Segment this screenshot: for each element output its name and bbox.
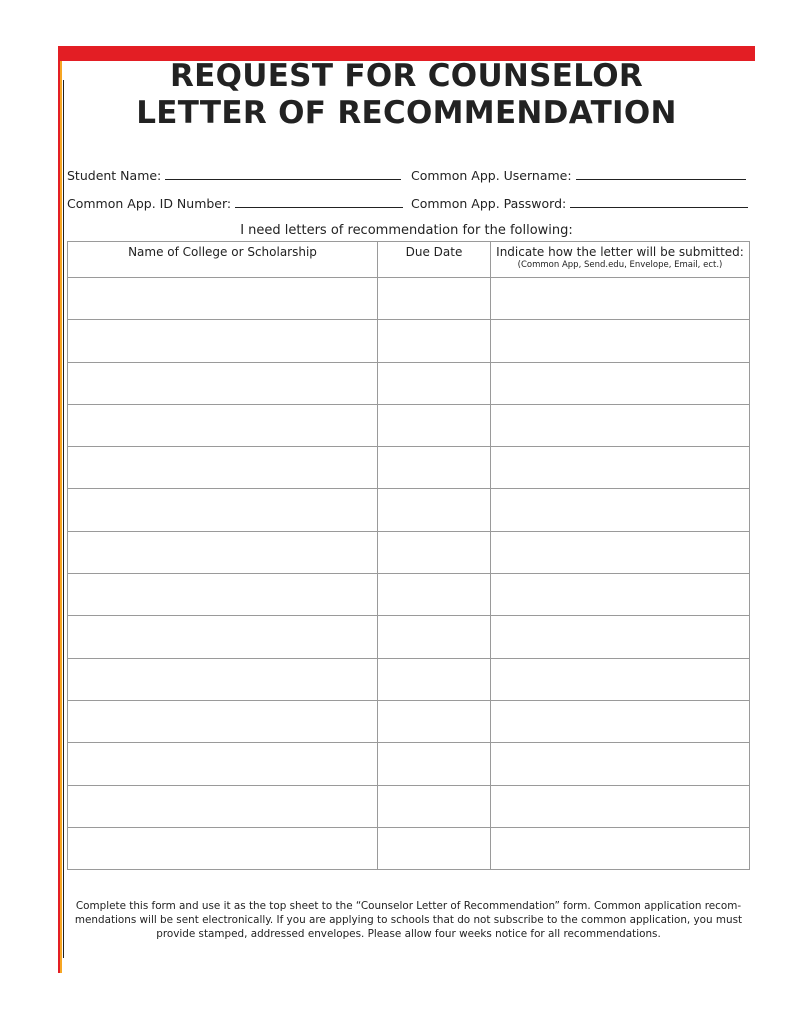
due-date-cell[interactable] [378, 616, 491, 658]
college-cell[interactable] [68, 700, 378, 742]
due-date-cell[interactable] [378, 278, 491, 320]
submission-cell[interactable] [491, 489, 750, 531]
username-field[interactable] [411, 167, 746, 183]
due-date-cell[interactable] [378, 827, 491, 869]
due-date-cell[interactable] [378, 743, 491, 785]
table-row [68, 574, 750, 616]
id-number-label: Common App. ID Number: [67, 196, 232, 211]
footer-instructions: Complete this form and use it as the top sheet to the “Counselor Letter of Recommendation” form. Common application recom-mendations will be sent electronically. If you are applying to schools that do not subscribe to the common application, you must provide stamped, addressed envelopes. Please allow four weeks notice for all recommendations. [74, 900, 743, 940]
submission-cell[interactable] [491, 531, 750, 573]
id-number-line[interactable] [235, 195, 403, 208]
college-cell[interactable] [68, 827, 378, 869]
table-row [68, 404, 750, 446]
table-row [68, 616, 750, 658]
college-cell[interactable] [68, 362, 378, 404]
id-number-field[interactable] [67, 195, 403, 211]
password-label: Common App. Password: [411, 196, 567, 211]
table-row [68, 700, 750, 742]
col-due-date-header: Due Date [378, 242, 491, 278]
college-cell[interactable] [68, 404, 378, 446]
college-cell[interactable] [68, 447, 378, 489]
college-cell[interactable] [68, 320, 378, 362]
due-date-cell[interactable] [378, 320, 491, 362]
table-row [68, 531, 750, 573]
submission-cell[interactable] [491, 362, 750, 404]
college-cell[interactable] [68, 658, 378, 700]
due-date-cell[interactable] [378, 785, 491, 827]
due-date-cell[interactable] [378, 700, 491, 742]
password-field[interactable] [411, 195, 748, 211]
page-title-line1: REQUEST FOR COUNSELOR [169, 58, 644, 94]
recommendation-table [67, 241, 750, 870]
due-date-cell[interactable] [378, 531, 491, 573]
due-date-cell[interactable] [378, 489, 491, 531]
college-cell[interactable] [68, 531, 378, 573]
username-line[interactable] [576, 167, 746, 180]
submission-cell[interactable] [491, 785, 750, 827]
col-college-header: Name of College or Scholarship [68, 242, 378, 278]
table-row [68, 658, 750, 700]
due-date-cell[interactable] [378, 362, 491, 404]
college-cell[interactable] [68, 785, 378, 827]
due-date-cell[interactable] [378, 574, 491, 616]
submission-cell[interactable] [491, 447, 750, 489]
college-cell[interactable] [68, 278, 378, 320]
college-cell[interactable] [68, 616, 378, 658]
col-submission-sublabel: (Common App, Send.edu, Envelope, Email, ect.) [517, 260, 723, 270]
table-row [68, 489, 750, 531]
table-row [68, 320, 750, 362]
college-cell[interactable] [68, 743, 378, 785]
submission-cell[interactable] [491, 278, 750, 320]
col-submission-header [491, 242, 750, 278]
password-line[interactable] [570, 195, 748, 208]
col-submission-label: Indicate how the letter will be submitted: [496, 245, 744, 259]
table-row [68, 447, 750, 489]
submission-cell[interactable] [491, 404, 750, 446]
submission-cell[interactable] [491, 320, 750, 362]
table-row [68, 278, 750, 320]
due-date-cell[interactable] [378, 447, 491, 489]
submission-cell[interactable] [491, 616, 750, 658]
submission-cell[interactable] [491, 700, 750, 742]
due-date-cell[interactable] [378, 404, 491, 446]
page-title-line2: LETTER OF RECOMMENDATION [136, 95, 677, 131]
username-label: Common App. Username: [411, 168, 572, 183]
submission-cell[interactable] [491, 658, 750, 700]
college-cell[interactable] [68, 574, 378, 616]
student-name-field[interactable] [67, 167, 401, 183]
student-name-line[interactable] [165, 167, 401, 180]
student-name-label: Student Name: [67, 168, 162, 183]
table-row [68, 743, 750, 785]
intro-text: I need letters of recommendation for the following: [240, 223, 573, 238]
table-header-row [68, 242, 750, 278]
submission-cell[interactable] [491, 574, 750, 616]
table-row [68, 362, 750, 404]
side-accent-line-orange [60, 61, 62, 973]
side-accent-line-dark [63, 80, 64, 958]
college-cell[interactable] [68, 489, 378, 531]
submission-cell[interactable] [491, 743, 750, 785]
due-date-cell[interactable] [378, 658, 491, 700]
submission-cell[interactable] [491, 827, 750, 869]
table-row [68, 785, 750, 827]
table-row [68, 827, 750, 869]
